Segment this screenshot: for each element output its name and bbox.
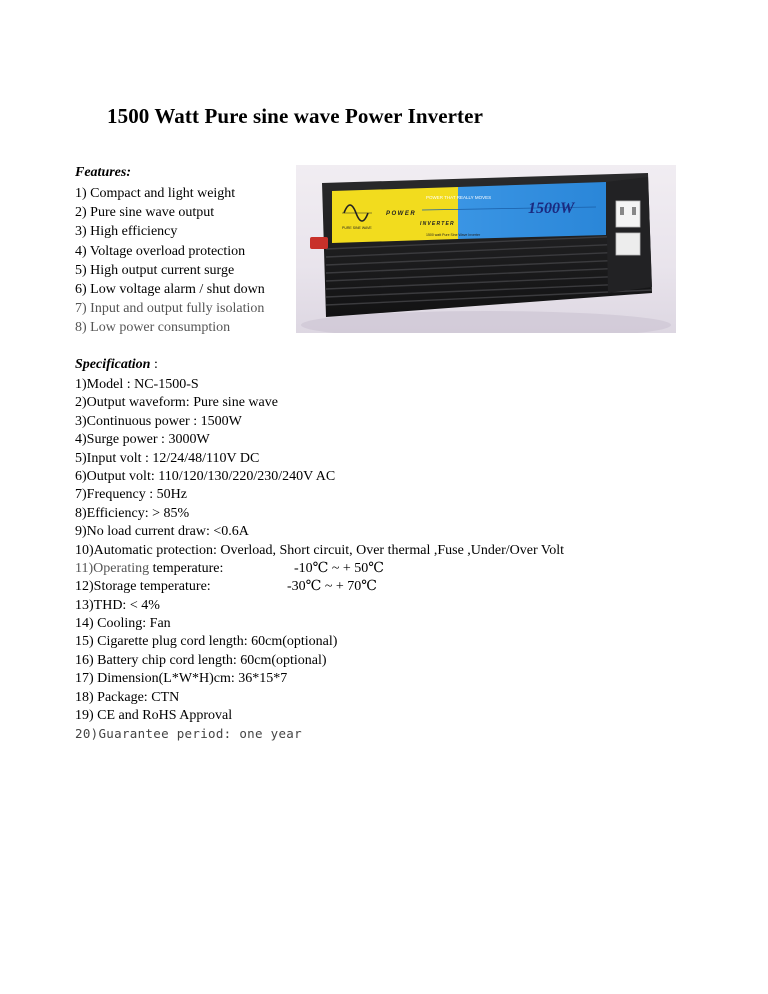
spec-item: 17) Dimension(L*W*H)cm: 36*15*7 bbox=[75, 671, 288, 687]
spec-item: 19) CE and RoHS Approval bbox=[75, 708, 233, 724]
feature-item: 4) Voltage overload protection bbox=[75, 243, 246, 259]
feature-item: 3) High efficiency bbox=[75, 224, 178, 240]
spec-item: 1)Model : NC-1500-S bbox=[75, 377, 199, 392]
spec-item: 18) Package: CTN bbox=[75, 689, 180, 705]
tagline-label: POWER THAT REALLY MOVES bbox=[426, 195, 492, 200]
inverter-label: INVERTER bbox=[420, 221, 455, 227]
feature-item: 1) Compact and light weight bbox=[75, 186, 236, 201]
spec-item: 16) Battery chip cord length: 60cm(optional) bbox=[75, 652, 327, 668]
spec-item: 2)Output waveform: Pure sine wave bbox=[75, 395, 278, 411]
spec-item: 6)Output volt: 110/120/130/220/230/240V AC bbox=[75, 468, 336, 484]
spec-item: 13)THD: < 4% bbox=[75, 597, 160, 613]
power-label: POWER bbox=[386, 211, 417, 217]
wattage-label: 1500W bbox=[528, 200, 575, 217]
operating-label-suffix: temperature: bbox=[149, 560, 224, 576]
subtitle-label: 1500 watt Pure Sine Wave Inverter bbox=[426, 233, 481, 237]
operating-label-prefix: 11)Operating bbox=[75, 560, 150, 576]
spec-item: 7)Frequency : 50Hz bbox=[75, 487, 187, 503]
feature-item: 6) Low voltage alarm / shut down bbox=[75, 282, 265, 298]
features-list bbox=[75, 184, 265, 338]
storage-range: -30℃ ~ + 70℃ bbox=[287, 579, 377, 595]
spec-item-guarantee: 20)Guarantee period: one year bbox=[75, 726, 302, 742]
feature-item: 8) Low power consumption bbox=[75, 320, 231, 336]
terminal-icon bbox=[310, 237, 328, 249]
spec-item: 10)Automatic protection: Overload, Short circuit, Over thermal ,Fuse ,Under/Over Volt bbox=[75, 542, 564, 558]
storage-label: 12)Storage temperature: bbox=[75, 579, 211, 595]
ac-outlet-icon bbox=[616, 201, 640, 227]
spec-item: 3)Continuous power : 1500W bbox=[75, 413, 242, 429]
spec-item: 9)No load current draw: <0.6A bbox=[75, 524, 249, 540]
feature-item: 7) Input and output fully isolation bbox=[75, 301, 265, 317]
spec-item: 8)Efficiency: > 85% bbox=[75, 505, 190, 521]
spec-item: 15) Cigarette plug cord length: 60cm(optional) bbox=[75, 634, 338, 650]
feature-item: 2) Pure sine wave output bbox=[75, 205, 215, 221]
specification-heading-text: Specification bbox=[75, 357, 151, 372]
spec-item: 14) Cooling: Fan bbox=[75, 616, 171, 632]
operating-range: -10℃ ~ + 50℃ bbox=[294, 560, 384, 576]
inverter-illustration bbox=[296, 165, 676, 333]
spec-item-storage-temperature bbox=[75, 578, 564, 596]
spec-item-operating-temperature bbox=[75, 560, 564, 578]
product-photo bbox=[296, 165, 676, 333]
specification-heading bbox=[75, 357, 158, 373]
switch-panel-icon bbox=[616, 233, 640, 255]
page-title: 1500 Watt Pure sine wave Power Inverter bbox=[107, 104, 483, 128]
specification-list bbox=[75, 376, 564, 744]
features-heading: Features: bbox=[75, 165, 131, 180]
feature-item: 5) High output current surge bbox=[75, 262, 235, 278]
spec-item: 5)Input volt : 12/24/48/110V DC bbox=[75, 450, 260, 466]
spec-item: 4)Surge power : 3000W bbox=[75, 432, 210, 448]
brand-label: PURE SINE WAVE bbox=[342, 226, 372, 230]
specification-heading-colon: : bbox=[153, 357, 158, 372]
